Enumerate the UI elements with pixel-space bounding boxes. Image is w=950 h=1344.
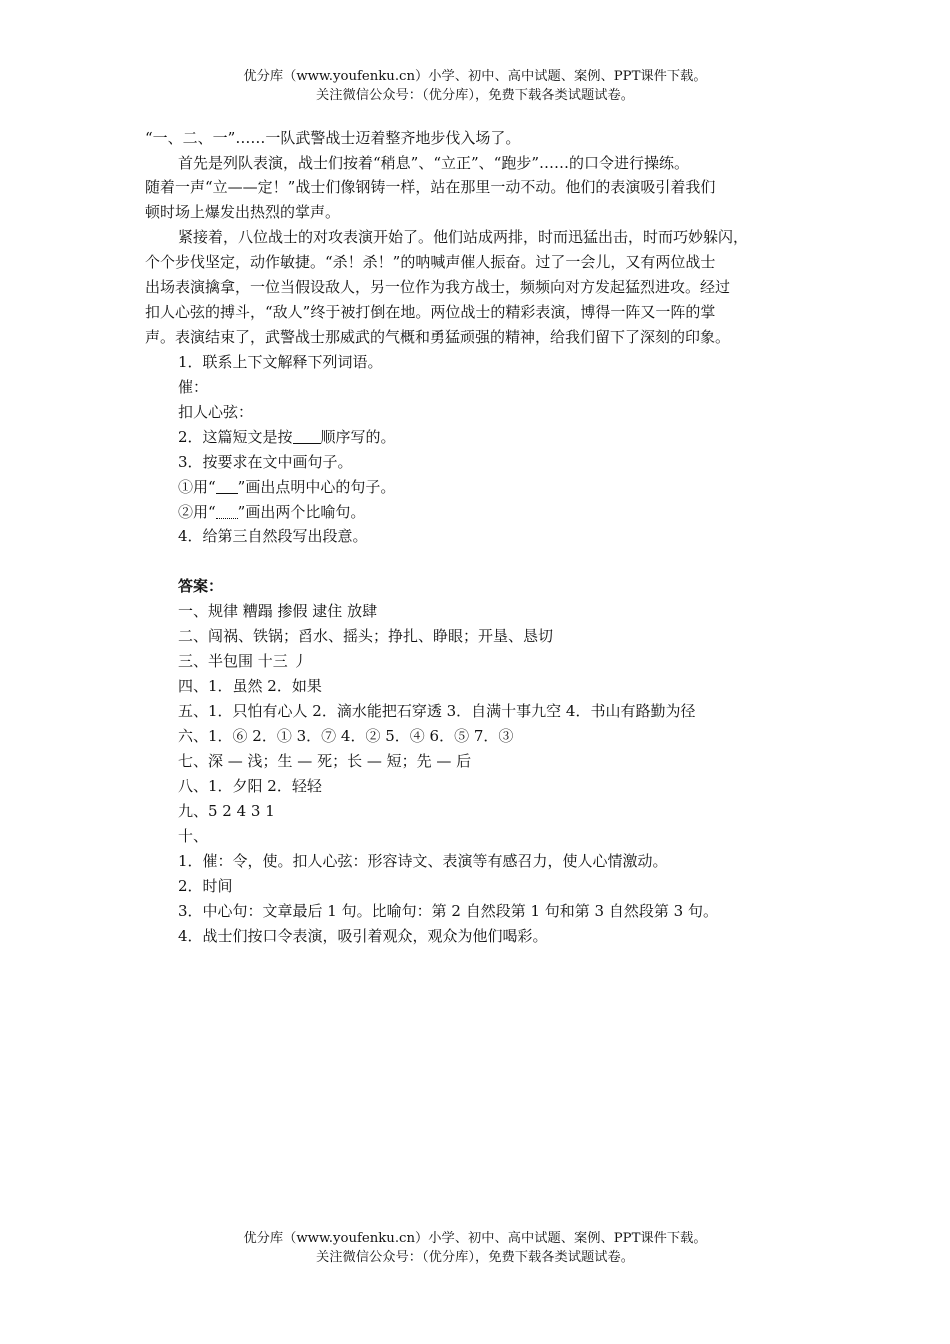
question-3b — [178, 500, 365, 524]
answer-line: 九、5 2 4 3 1 — [178, 802, 275, 820]
answer-line: 二、闯祸、铁锅；舀水、摇头；挣扎、睁眼；开垦、恳切 — [178, 627, 554, 645]
answer-blank — [293, 427, 321, 444]
page-footer — [0, 1229, 950, 1267]
footer-line-2: 关注微信公众号：（优分库），免费下载各类试题试卷。 — [316, 1250, 634, 1265]
page-header — [0, 67, 950, 105]
question-2-prefix: 2．这篇短文是按 — [178, 428, 293, 446]
answer-line: 十、 — [178, 827, 209, 845]
footer-line-1: 优分库（www.youfenku.cn）小学、初中、高中试题、案例、PPT课件下载。 — [243, 1231, 707, 1246]
answer-line: 五、1．只怕有心人 2．滴水能把石穿透 3．自满十事九空 4．书山有路勤为径 — [178, 702, 696, 720]
wavy-line-mark — [216, 502, 238, 519]
passage-line: 首先是列队表演，战士们按着“稍息”、“立正”、“跑步”……的口令进行操练。 — [178, 154, 690, 172]
question-1a: 催： — [178, 378, 209, 396]
passage-line: 声。表演结束了，武警战士那威武的气概和勇猛顽强的精神，给我们留下了深刻的印象。 — [145, 328, 731, 346]
answer-line: 八、1．夕阳 2．轻轻 — [178, 777, 322, 795]
question-1: 1．联系上下文解释下列词语。 — [178, 353, 383, 371]
question-2 — [178, 425, 396, 449]
passage-line: 扣人心弦的搏斗，“敌人”终于被打倒在地。两位战士的精彩表演，博得一阵又一阵的掌 — [145, 303, 716, 321]
passage-line: 出场表演擒拿，一位当假设敌人，另一位作为我方战士，频频向对方发起猛烈进攻。经过 — [145, 278, 731, 296]
question-1b: 扣人心弦： — [178, 403, 254, 421]
question-4: 4．给第三自然段写出段意。 — [178, 527, 368, 545]
answer-line: 3．中心句：文章最后 1 句。比喻句：第 2 自然段第 1 句和第 3 自然段第 3 句。 — [178, 902, 718, 920]
question-3: 3．按要求在文中画句子。 — [178, 453, 353, 471]
passage-line: 顿时场上爆发出热烈的掌声。 — [145, 203, 341, 221]
question-2-suffix: 顺序写的。 — [320, 428, 396, 446]
passage-line: 个个步伐坚定，动作敏捷。“杀！杀！”的呐喊声催人振奋。过了一会儿，又有两位战士 — [145, 253, 716, 271]
question-3a — [178, 475, 395, 499]
answer-line: 2．时间 — [178, 877, 233, 895]
header-line-2: 关注微信公众号：（优分库），免费下载各类试题试卷。 — [316, 88, 634, 103]
header-line-1: 优分库（www.youfenku.cn）小学、初中、高中试题、案例、PPT课件下载。 — [243, 69, 707, 84]
answer-line: 六、1．⑥ 2．① 3．⑦ 4．② 5．④ 6．⑤ 7．③ — [178, 727, 514, 745]
passage-line: 紧接着，八位战士的对攻表演开始了。他们站成两排，时而迅猛出击，时而巧妙躲闪， — [178, 228, 749, 246]
question-3a-suffix: ”画出点明中心的句子。 — [237, 478, 396, 496]
answer-line: 4．战士们按口令表演，吸引着观众，观众为他们喝彩。 — [178, 927, 548, 945]
answer-line: 七、深 — 浅；生 — 死；长 — 短；先 — 后 — [178, 752, 472, 770]
answer-line: 三、半包围 十三 丿 — [178, 652, 308, 670]
answer-line: 四、1．虽然 2．如果 — [178, 677, 322, 695]
passage-line: 随着一声“立——定！”战士们像钢铸一样，站在那里一动不动。他们的表演吸引着我们 — [145, 178, 716, 196]
answer-line: 1．催：令，使。扣人心弦：形容诗文、表演等有感召力，使人心情激动。 — [178, 852, 668, 870]
straight-line-mark — [216, 477, 238, 494]
question-3a-prefix: ①用“ — [178, 478, 216, 496]
question-3b-prefix: ②用“ — [178, 503, 216, 521]
answers-title: 答案： — [178, 577, 224, 595]
passage-line: “一、二、一”……一队武警战士迈着整齐地步伐入场了。 — [145, 129, 521, 147]
question-3b-suffix: ”画出两个比喻句。 — [237, 503, 366, 521]
answer-line: 一、规律 糟蹋 掺假 逮住 放肆 — [178, 602, 378, 620]
